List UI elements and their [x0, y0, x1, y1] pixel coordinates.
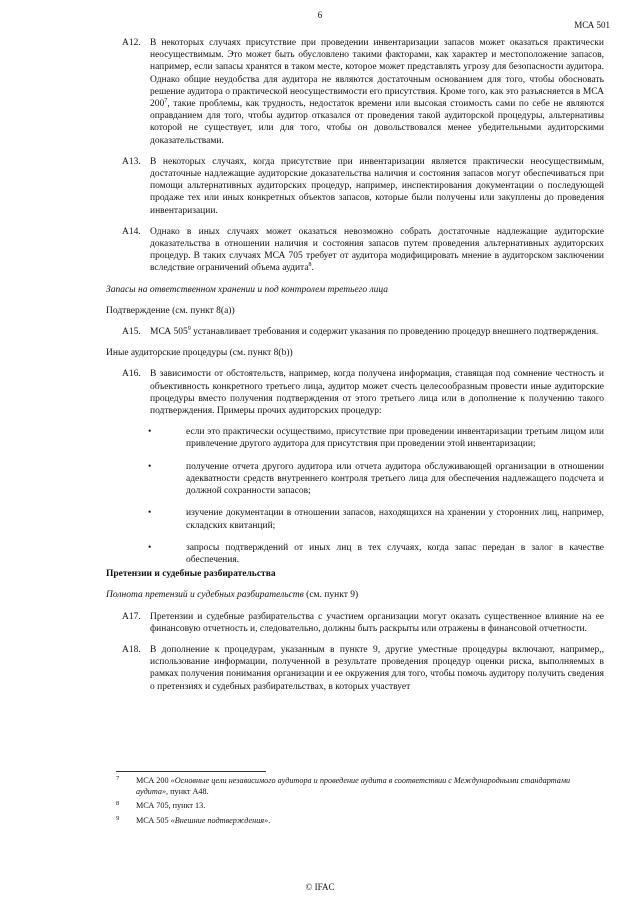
list-item-text: изучение документации в отношении запасов, находящихся на хранении у сторонних лиц, например, складских квитанций; — [186, 508, 604, 531]
list-item — [106, 542, 604, 566]
paragraph-text: В дополнение к процедурам, указанным в пункте 9, другие уместные процедуры включают, например,, использование информации, полученной в результате проведения процедур оценки риска, выполняемых в рамках получения понимания организации и ее окружения для того, чтобы помочь аудитору получить сведения о претензиях и судебных разбирательствах, в которых участвует — [150, 644, 604, 692]
subheading-completeness — [106, 589, 604, 601]
paragraph-text: В некоторых случаях присутствие при проведении инвентаризации запасов может оказаться практически неосуществимым. Это может быть обусловлено такими факторами, как характер и местоположение запасов, например, если запасы хранятся в таком месте, которое может представлять угрозу для безопасности аудитора. Однако общие неудобства для аудитора не являются достаточным основанием для того, чтобы обосновать решение аудитора о практической неосуществимости его присутствия. Кроме того, как это разъясняется в МСА 200 — [150, 38, 604, 110]
list-item — [106, 507, 604, 531]
footnote-prefix: МСА 705, пункт 13. — [136, 801, 206, 810]
footnote-suffix: . — [268, 815, 271, 825]
bullet-marker: • — [148, 542, 152, 553]
paragraph-number: A12. — [122, 38, 141, 48]
list-item — [106, 461, 604, 498]
main-content — [106, 37, 604, 702]
footnote-number: 7 — [116, 775, 120, 782]
footnote-ref: 8 — [308, 262, 312, 269]
paragraph-number: A17. — [122, 611, 141, 622]
paragraph-number: A16. — [122, 369, 141, 380]
paragraph-text: МСА 505 — [150, 327, 188, 338]
paragraph-text-cont: , такие проблемы, как трудность, недостаток времени или высокая стоимость сами по себе не являются оправданием для того, чтобы аудитор отказался от проведения такой аудиторской процедуры, альтернативы которой не существует, или для того, чтобы он довольствовался менее убедительными аудиторскими доказательствами. — [150, 99, 604, 146]
footnote-ref: 7 — [164, 97, 168, 104]
bullet-marker: • — [148, 427, 152, 438]
subheading-ref: (см. пункт 9) — [303, 590, 359, 601]
subheading-other-procedures: Иные аудиторские процедуры (см. пункт 8(b)) — [106, 348, 293, 359]
list-item — [106, 426, 604, 450]
standard-code: МСА 501 — [574, 20, 610, 30]
footnote-number: 9 — [116, 814, 120, 822]
paragraph-text-cont: устанавливает требования и содержит указания по проведению процедур внешнего подтверждения. — [190, 327, 599, 338]
paragraph-number: A14. — [122, 226, 141, 237]
footnotes — [116, 776, 604, 830]
subheading-confirmation: Подтверждение (см. пункт 8(а)) — [106, 305, 235, 316]
section-heading-third-party: Запасы на ответственном хранении и под контролем третьего лица — [106, 284, 388, 295]
footnote-title: «Основные цели независимого аудитора и проведение аудита в соответствии с Международными стандартами аудита» — [136, 776, 571, 796]
footnote-suffix: , пункт А48. — [166, 786, 209, 796]
footnote-title: «Внешние подтверждения» — [170, 815, 269, 825]
paragraph-number: A13. — [122, 156, 141, 167]
footnote-ref: 9 — [187, 325, 191, 332]
section-heading-litigation: Претензии и судебные разбирательства — [106, 569, 276, 580]
list-item-text: если это практически осуществимо, присутствие при проведении инвентаризации третьим лицом или привлечение другого аудитора для присутствия при проведении этой инвентаризации; — [186, 427, 604, 450]
paragraph-a13 — [106, 156, 604, 217]
procedures-list — [106, 426, 604, 566]
paragraph-a17 — [106, 611, 604, 635]
paragraph-a16 — [106, 368, 604, 417]
footnote-prefix: МСА 200 — [136, 776, 171, 785]
list-item-text: запросы подтверждений от иных лиц в тех случаях, когда запас передан в залог в качестве обеспечения. — [186, 542, 604, 565]
footnote-prefix: МСА 505 — [136, 815, 171, 825]
paragraph-a18 — [106, 644, 604, 693]
paragraph-text: В зависимости от обстоятельств, например, когда получена информация, ставящая под сомнение честность и объективность конкретного третьего лица, аудитор может счесть целесообразным провести иные аудиторские процедуры вместо получения подтверждения от этого третьего лица или в дополнение к получению такого подтверждения. Примеры прочих аудиторских процедур: — [150, 369, 604, 417]
subheading-title: Полнота претензий и судебных разбирательств — [106, 590, 304, 601]
bullet-marker: • — [148, 461, 152, 472]
paragraph-a12 — [106, 37, 604, 147]
paragraph-a14 — [106, 226, 604, 275]
copyright-footer: © IFAC — [305, 882, 335, 892]
footnote-number: 8 — [116, 800, 120, 807]
paragraph-text: Претензии и судебные разбирательства с участием организации могут оказать существенное влияние на ее финансовую отчетность и, следовательно, должны быть раскрыты или отражены в финансовой отчетности. — [150, 611, 604, 634]
footnote-9 — [116, 816, 604, 827]
paragraph-number: A15. — [122, 327, 141, 338]
paragraph-text-cont: . — [311, 263, 314, 274]
list-item-text: получение отчета другого аудитора или отчета аудитора обслуживающей организации в отношении адекватности средств внутреннего контроля третьего лица для обеспечения надлежащего подсчета и должной сохранности запасов; — [186, 461, 604, 497]
paragraph-a15 — [106, 326, 604, 338]
page-number: 6 — [317, 10, 323, 20]
bullet-marker: • — [148, 508, 152, 519]
footnote-7 — [116, 776, 604, 797]
paragraph-text: Однако в иных случаях может оказаться невозможно собрать достаточные надлежащие аудиторские доказательства в отношении наличия и состояния запасов путем проведения альтернативных аудиторских процедур. В таких случаях МСА 705 требует от аудитора модифицировать мнение в аудиторском заключении вследствие ограничений объема аудита — [150, 226, 604, 274]
paragraph-number: A18. — [122, 644, 141, 655]
paragraph-text: В некоторых случаях, когда присутствие при инвентаризации является практически неосуществимым, достаточные надлежащие аудиторские доказательства наличия и состояния запасов могут обеспечиваться при помощи альтернативных аудиторских процедур, например, инспектирования документации о последующей продаже тех или иных конкретных объектов запасов, которые были получены или закуплены до проведения инвентаризации. — [150, 156, 604, 216]
footnote-divider — [116, 771, 266, 772]
footnote-8 — [116, 801, 604, 812]
